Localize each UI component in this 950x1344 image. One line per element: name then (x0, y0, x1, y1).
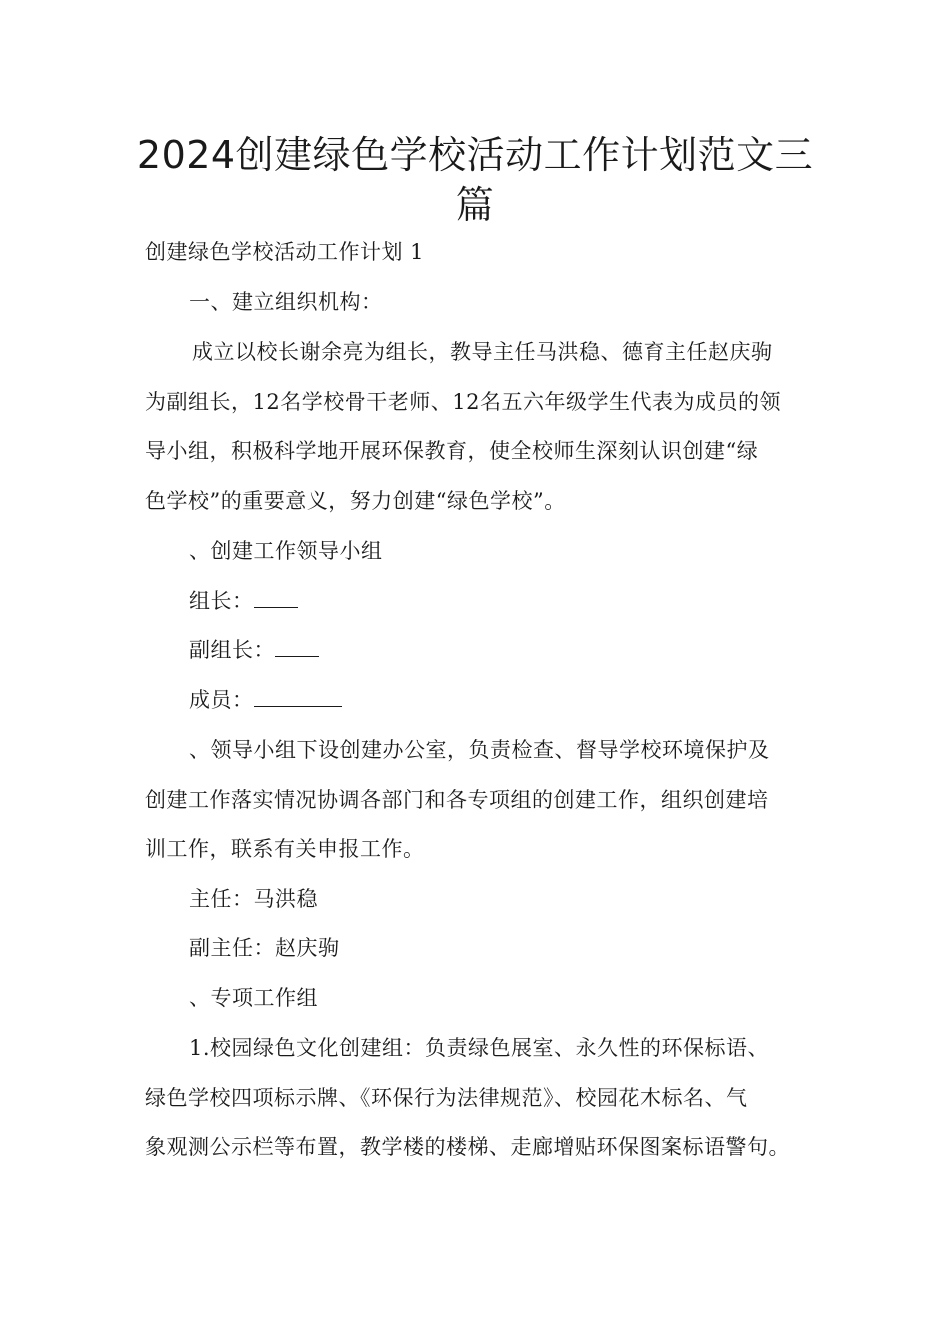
paragraph-3-line-2: 绿色学校四项标示牌、《环保行为法律规范》、校园花木标名、气 (145, 1086, 748, 1110)
paragraph-2-line-2: 创建工作落实情况协调各部门和各专项组的创建工作，组织创建培 (145, 788, 769, 812)
section-heading-leadership-group: 、创建工作领导小组 (189, 539, 383, 563)
members-label: 成员： (189, 688, 254, 712)
paragraph-3-line-3: 象观测公示栏等布置，教学楼的楼梯、走廊增贴环保图案标语警句。 (145, 1135, 790, 1159)
paragraph-1-line-2: 为副组长，12名学校骨干老师、12名五六年级学生代表为成员的领 (145, 390, 781, 414)
paragraph-3-line-1: 1.校园绿色文化创建组：负责绿色展室、永久性的环保标语、 (189, 1036, 770, 1060)
paragraph-1-line-1: 成立以校长谢余亮为组长，教导主任马洪稳、德育主任赵庆驹 (192, 340, 773, 364)
paragraph-2-line-3: 训工作，联系有关申报工作。 (145, 837, 425, 861)
leader-blank (254, 589, 298, 608)
section-heading-organization: 一、建立组织机构： (189, 290, 383, 314)
section-heading-special-groups: 、专项工作组 (189, 986, 318, 1010)
leader-row (189, 587, 298, 615)
paragraph-2-line-1: 、领导小组下设创建办公室，负责检查、督导学校环境保护及 (189, 738, 770, 762)
members-blank (254, 688, 342, 707)
deputy-leader-label: 副组长： (189, 638, 275, 662)
members-row (189, 686, 342, 714)
paragraph-1-line-4: 色学校”的重要意义，努力创建“绿色学校”。 (145, 489, 566, 513)
deputy-leader-row (189, 636, 319, 664)
office-deputy-director: 副主任：赵庆驹 (189, 936, 340, 960)
document-title-line-1: 2024创建绿色学校活动工作计划范文三 (136, 133, 814, 177)
paragraph-1-line-3: 导小组，积极科学地开展环保教育，使全校师生深刻认识创建“绿 (145, 439, 759, 463)
document-subtitle: 创建绿色学校活动工作计划 1 (145, 240, 425, 264)
document-title-line-2: 篇 (455, 183, 495, 227)
leader-label: 组长： (189, 589, 254, 613)
office-director: 主任：马洪稳 (189, 887, 318, 911)
deputy-leader-blank (275, 638, 319, 657)
